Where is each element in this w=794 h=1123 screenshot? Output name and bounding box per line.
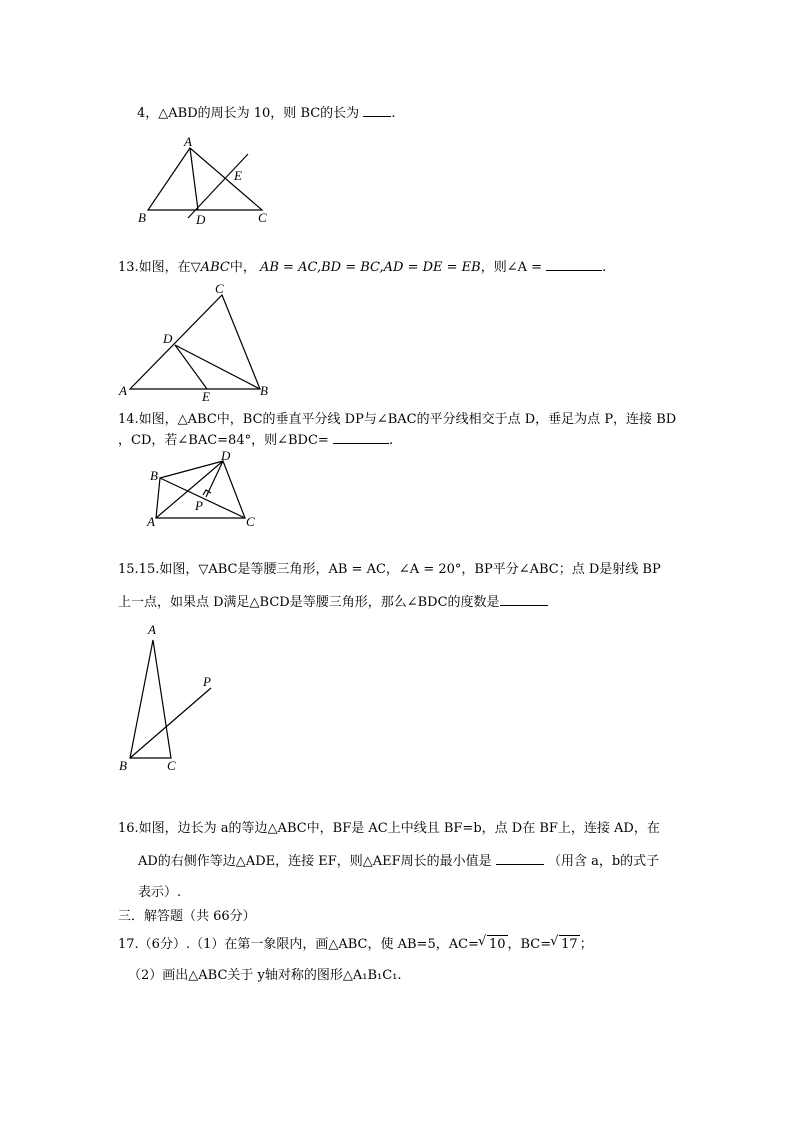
q14-label-p: P	[195, 498, 203, 513]
q13-triangle: ▽ABC	[190, 260, 230, 275]
q13-mid: 中，	[229, 260, 256, 275]
q14-figure	[145, 450, 265, 530]
q13-conditions: AB = AC,BD = BC,AD = DE = EB	[259, 260, 481, 275]
q17-line1-mid: ，BC=	[507, 937, 552, 952]
q16-line2-tail: （用含 a，b的式子	[547, 854, 660, 869]
section3-title: 三．解答题（共 66分）	[118, 909, 256, 924]
q16-line1: 16.如图，边长为 a的等边△ABC中，BF是 AC上中线且 BF=b，点 D在 BF上，连接 AD，在	[118, 821, 660, 836]
q13-label-a: A	[119, 383, 127, 398]
q14-tail: .	[388, 433, 394, 448]
q14-line1: 14.如图，△ABC中，BC的垂直平分线 DP与∠BAC的平分线相交于点 D，垂足为点 P，连接 BD	[118, 412, 677, 427]
q13-label-b: B	[260, 383, 268, 398]
q4-label-c: C	[258, 210, 267, 225]
q13-figure	[115, 283, 280, 405]
q4-label-e: E	[234, 168, 242, 183]
q14-label-b: B	[150, 468, 158, 483]
q17-line1	[118, 935, 593, 954]
q15-line2-text: 上一点，如果点 D满足△BCD是等腰三角形，那么∠BDC的度数是	[118, 595, 500, 610]
q16-line2	[138, 852, 659, 871]
q17-sqrt-10: √ 10	[487, 935, 508, 954]
q13-triangle-abc	[130, 295, 260, 389]
q17-line1-text: 17.（6分）.（1）在第一象限内，画△ABC，使 AB=5，AC=	[118, 937, 479, 952]
q4-answer-blank[interactable]	[363, 104, 391, 117]
q4-figure	[130, 134, 280, 230]
q14-line2-text: ，CD，若∠BAC=84°，则∠BDC=	[118, 433, 329, 448]
q4-text	[137, 104, 395, 123]
q16-line3: 表示）.	[138, 885, 182, 900]
q15-label-p: P	[203, 674, 211, 689]
q4-bisector-line	[188, 154, 248, 218]
q13-label-d: D	[163, 331, 173, 346]
q15-label-a: A	[148, 622, 156, 637]
q16-line2-text: AD的右侧作等边△ADE，连接 EF，则△AEF周长的最小值是	[138, 854, 492, 869]
q13-segment-de	[175, 345, 207, 389]
q13-label-e: E	[202, 389, 210, 404]
q4-statement: 4，△ABD的周长为 10，则 BC的长为	[137, 106, 360, 121]
q4-segment-ad	[190, 148, 198, 210]
q17-line2: （2）画出△ABC关于 y轴对称的图形△A₁B₁C₁.	[128, 968, 402, 983]
q15-answer-blank[interactable]	[500, 593, 548, 606]
q14-answer-blank[interactable]	[333, 431, 389, 444]
q4-label-b: B	[138, 210, 146, 225]
q13-tail: .	[602, 260, 607, 275]
q15-line1: 15.15.如图，▽ABC是等腰三角形，AB = AC，∠A = 20°，BP平分∠ABC；点 D是射线 BP	[118, 562, 661, 577]
q13-answer-blank[interactable]	[546, 258, 602, 271]
q13-ask: ，则∠A =	[480, 260, 543, 275]
q14-label-d: D	[221, 448, 231, 463]
q4-label-d: D	[196, 212, 206, 227]
q13-segment-db	[175, 345, 260, 389]
q13-label-c: C	[215, 281, 224, 296]
q15-label-c: C	[167, 758, 176, 773]
q14-label-a: A	[147, 514, 155, 529]
q15-line2	[118, 593, 548, 612]
q17-sqrt-17: √ 17	[559, 935, 580, 954]
q4-label-a: A	[184, 134, 192, 149]
q14-label-c: C	[246, 514, 255, 529]
q14-line2	[118, 431, 393, 450]
q4-tail: .	[391, 106, 396, 121]
q15-label-b: B	[119, 758, 127, 773]
q16-answer-blank[interactable]	[496, 852, 544, 865]
q17-line1-end: ；	[579, 937, 593, 952]
q15-figure	[115, 620, 220, 775]
q13-text	[118, 258, 606, 277]
q13-prefix: 13.如图，在	[118, 260, 191, 275]
